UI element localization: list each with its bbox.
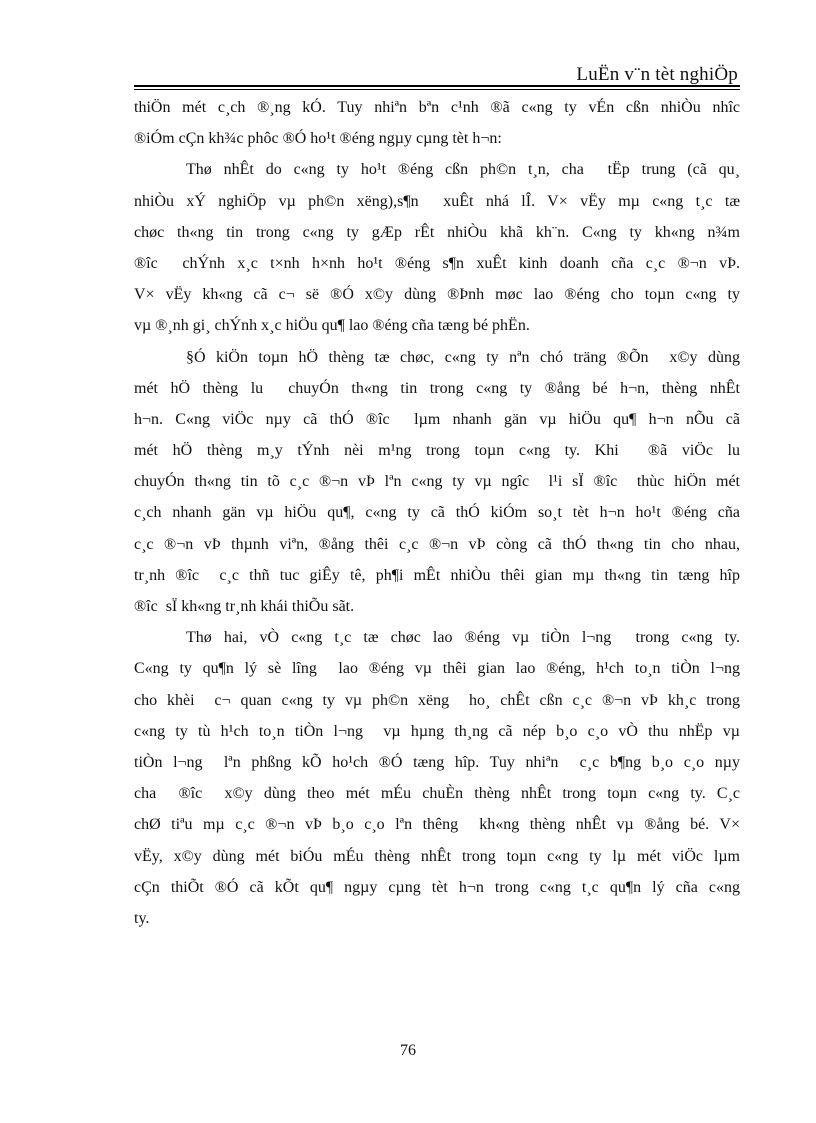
text-line: chuyÓn th«ng tin tõ c¸c ®¬n vÞ lªn c«ng ty vµ ngîc l¹i sÏ ®îc thùc hiÖn mét xyxy=(134,473,740,491)
paragraph-continuation xyxy=(134,92,740,154)
text-line: ®îc chÝnh x¸c t×nh h×nh ho¹t ®éng s¶n xuÊt kinh doanh cña c¸c ®¬n vÞ. xyxy=(134,254,740,272)
text-line: tiÒn l¬ng lªn phßng kÕ ho¹ch ®Ó tæng hîp. Tuy nhiªn c¸c b¶ng b¸o c¸o nµy xyxy=(134,753,740,771)
page-number: 76 xyxy=(400,1042,416,1059)
document-body xyxy=(134,92,740,934)
paragraph-info-system xyxy=(134,342,740,623)
text-line: chØ tiªu mµ c¸c ®¬n vÞ b¸o c¸o lªn thêng kh«ng thèng nhÊt vµ ®ång bé. V× xyxy=(134,816,740,834)
text-line: c¸ch nhanh gän vµ hiÖu qu¶, c«ng ty cã thÓ kiÓm so¸t tèt h¬n ho¹t ®éng cña xyxy=(134,504,740,522)
text-line: cÇn thiÕt ®Ó cã kÕt qu¶ ngµy cµng tèt h¬n trong c«ng t¸c qu¶n lý cña c«ng xyxy=(134,878,740,896)
text-line: Thø hai, vÒ c«ng t¸c tæ chøc lao ®éng vµ tiÒn l¬ng trong c«ng ty. xyxy=(186,629,740,647)
text-line: mét hÖ thèng lu chuyÓn th«ng tin trong c«ng ty ®ång bé h¬n, thèng nhÊt xyxy=(134,379,740,397)
text-line: Thø nhÊt do c«ng ty ho¹t ®éng cßn ph©n t¸n, cha tËp trung (cã qu¸ xyxy=(186,161,740,179)
text-line: h¬n. C«ng viÖc nµy cã thÓ ®îc lµm nhanh gän vµ hiÖu qu¶ h¬n nÕu cã xyxy=(134,410,740,428)
text-line: vËy, x©y dùng mét biÓu mÉu thèng nhÊt trong toµn c«ng ty lµ mét viÖc lµm xyxy=(134,847,740,865)
header-rule-thick xyxy=(134,85,740,87)
paragraph-first-point xyxy=(134,154,740,341)
text-line: ®iÓm cÇn kh¾c phôc ®Ó ho¹t ®éng ngµy cµng tèt h¬n: xyxy=(134,130,502,148)
text-line: V× vËy kh«ng cã c¬ së ®Ó x©y dùng ®Þnh møc lao ®éng cho toµn c«ng ty xyxy=(134,286,740,304)
running-header xyxy=(134,60,740,88)
text-line: C«ng ty qu¶n lý sè lîng lao ®éng vµ thêi gian lao ®éng, h¹ch to¸n tiÒn l¬ng xyxy=(134,660,740,678)
text-line: cho khèi c¬ quan c«ng ty vµ ph©n xëng ho¸ chÊt cßn c¸c ®¬n vÞ kh¸c trong xyxy=(134,691,740,709)
text-line: mét hÖ thèng m¸y tÝnh nèi m¹ng trong toµn c«ng ty. Khi ®ã viÖc lu xyxy=(134,442,740,460)
text-line: vµ ®¸nh gi¸ chÝnh x¸c hiÖu qu¶ lao ®éng cña tæng bé phËn. xyxy=(134,317,530,335)
text-line: chøc th«ng tin trong c«ng ty gÆp rÊt nhiÒu khã kh¨n. C«ng ty kh«ng n¾m xyxy=(134,223,740,241)
header-title: LuËn v¨n tèt nghiÖp xyxy=(576,64,738,85)
text-line: tr¸nh ®îc c¸c thñ tuc giÊy tê, ph¶i mÊt nhiÒu thêi gian mµ th«ng tin tæng hîp xyxy=(134,566,740,584)
text-line: thiÖn mét c¸ch ®¸ng kÓ. Tuy nhiªn bªn c¹nh ®ã c«ng ty vÉn cßn nhiÒu nhîc xyxy=(134,99,740,116)
text-line: c¸c ®¬n vÞ thµnh viªn, ®ång thêi c¸c ®¬n vÞ còng cã thÓ th«ng tin cho nhau, xyxy=(134,535,740,553)
text-line: nhiÒu xÝ nghiÖp vµ ph©n xëng),s¶n xuÊt nhá lÎ. V× vËy mµ c«ng t¸c tæ xyxy=(134,192,740,210)
header-rule-thin xyxy=(134,89,740,90)
text-line: ty. xyxy=(134,909,150,927)
text-line: cha ®îc x©y dùng theo mét mÉu chuÈn thèng nhÊt trong toµn c«ng ty. C¸c xyxy=(134,785,740,803)
text-line: c«ng ty tù h¹ch to¸n tiÒn l¬ng vµ hµng th¸ng cã nép b¸o c¸o vÒ thu nhËp vµ xyxy=(134,722,740,740)
paragraph-second-point xyxy=(134,622,740,934)
text-line: §Ó kiÖn toµn hÖ thèng tæ chøc, c«ng ty nªn chó träng ®Õn x©y dùng xyxy=(186,348,740,366)
text-line: ®îc sÏ kh«ng tr¸nh khái thiÕu sãt. xyxy=(134,598,355,615)
